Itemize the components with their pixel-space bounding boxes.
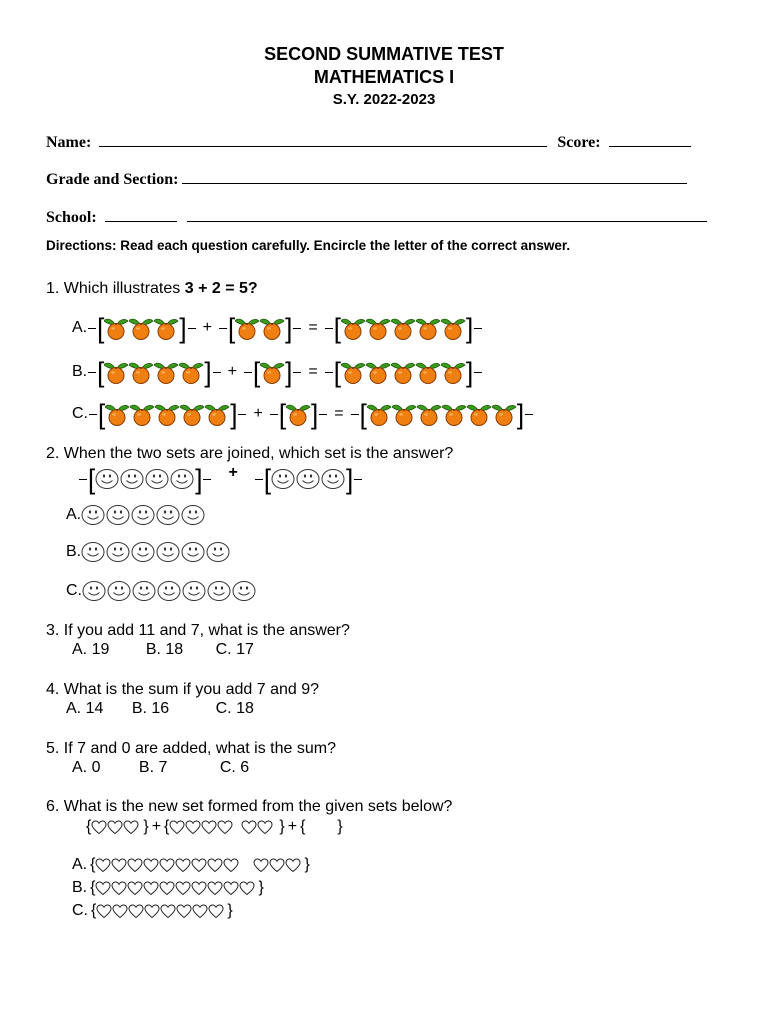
grade-blank[interactable] xyxy=(182,169,687,184)
orange-icon xyxy=(286,402,311,426)
plus-sign: + xyxy=(151,818,162,835)
open-brace: { xyxy=(90,856,96,873)
orange-icon xyxy=(104,316,129,340)
smiley-icon xyxy=(106,504,130,526)
heart-icon xyxy=(201,820,217,835)
heart-icon xyxy=(207,881,223,896)
open-brace: { xyxy=(86,818,92,835)
open-brace: { xyxy=(90,879,96,896)
close-brace: } xyxy=(279,818,285,835)
school-year: S.Y. 2022-2023 xyxy=(332,91,436,108)
heart-icon xyxy=(241,820,257,835)
heart-icon xyxy=(91,820,107,835)
option-letter[interactable]: A. xyxy=(72,856,88,873)
school-blank-2[interactable] xyxy=(187,207,707,222)
heart-icon xyxy=(207,858,223,873)
question-5-choices xyxy=(72,759,249,777)
heart-icon xyxy=(127,858,143,873)
heart-icon xyxy=(257,820,273,835)
open-brace: { xyxy=(300,818,306,835)
heart-icon xyxy=(95,858,111,873)
plus-sign: + xyxy=(202,319,212,336)
choice-b[interactable]: B. 18 xyxy=(145,641,184,658)
question-2-option[interactable] xyxy=(66,504,206,526)
orange-icon xyxy=(154,360,179,384)
question-1-option[interactable] xyxy=(72,356,483,388)
choice-b[interactable]: B. 16 xyxy=(131,700,170,717)
question-1-text: 1. Which illustrates xyxy=(46,280,185,297)
question-2-text: 2. When the two sets are joined, which set is the answer? xyxy=(46,445,454,462)
orange-icon xyxy=(154,316,179,340)
question-2-option[interactable] xyxy=(66,580,257,602)
orange-icon xyxy=(179,360,204,384)
score-blank[interactable] xyxy=(609,132,691,147)
choice-a[interactable]: A. 14 xyxy=(66,700,104,717)
plus-sign: + xyxy=(227,363,237,380)
close-brace: } xyxy=(337,818,343,835)
heart-icon xyxy=(123,820,139,835)
choice-c[interactable]: C. 6 xyxy=(219,759,250,776)
score-label: Score: xyxy=(557,134,601,151)
directions: Directions: Read each question carefully. Encircle the letter of the correct answer. xyxy=(46,238,571,253)
smiley-icon xyxy=(232,580,256,602)
open-bracket: [ xyxy=(88,463,96,495)
open-bracket: [ xyxy=(278,398,287,430)
question-4-text: 4. What is the sum if you add 7 and 9? xyxy=(46,681,320,698)
question-6-text: 6. What is the new set formed from the given sets below? xyxy=(46,798,453,815)
smiley-icon xyxy=(170,468,194,490)
choice-c[interactable]: C. 18 xyxy=(215,700,254,717)
smiley-icon xyxy=(296,468,320,490)
smiley-icon xyxy=(157,580,181,602)
grade-label: Grade and Section: xyxy=(46,171,179,188)
equals-sign: = xyxy=(334,405,344,422)
orange-icon xyxy=(441,316,466,340)
heart-icon xyxy=(159,881,175,896)
orange-icon xyxy=(260,360,285,384)
heart-icon xyxy=(143,858,159,873)
smiley-icon xyxy=(106,541,130,563)
choice-a[interactable]: A. 0 xyxy=(72,759,101,776)
option-letter[interactable]: B. xyxy=(72,879,88,896)
orange-icon xyxy=(205,402,230,426)
close-bracket: ] xyxy=(311,398,319,430)
question-1-option[interactable] xyxy=(72,398,534,430)
heart-icon xyxy=(143,881,159,896)
close-brace: } xyxy=(258,879,264,896)
choice-b[interactable]: B. 7 xyxy=(138,759,168,776)
question-1-equation: 3 + 2 = 5? xyxy=(184,280,258,297)
plus-sign: + xyxy=(253,405,263,422)
heart-icon xyxy=(176,904,192,919)
orange-icon xyxy=(416,316,441,340)
smiley-icon xyxy=(145,468,169,490)
open-brace: { xyxy=(164,818,170,835)
plus-sign: + xyxy=(228,464,238,481)
school-row xyxy=(46,207,726,227)
smiley-icon xyxy=(207,580,231,602)
orange-icon xyxy=(391,316,416,340)
open-bracket: [ xyxy=(97,312,105,344)
option-letter[interactable]: A. xyxy=(66,506,82,523)
heart-icon xyxy=(208,904,224,919)
close-brace: } xyxy=(227,902,233,919)
orange-icon xyxy=(416,360,441,384)
orange-icon xyxy=(155,402,180,426)
open-bracket: [ xyxy=(252,356,261,388)
orange-icon xyxy=(341,316,366,340)
orange-icon xyxy=(417,402,442,426)
close-bracket: ] xyxy=(204,356,212,388)
orange-icon xyxy=(180,402,205,426)
orange-icon xyxy=(130,402,155,426)
orange-icon xyxy=(341,360,366,384)
heart-icon xyxy=(191,858,207,873)
smiley-icon xyxy=(206,541,230,563)
heart-icon xyxy=(223,881,239,896)
choice-c[interactable]: C. 17 xyxy=(215,641,254,658)
question-1-option[interactable] xyxy=(72,312,483,344)
orange-icon xyxy=(105,402,130,426)
orange-icon xyxy=(492,402,517,426)
smiley-icon xyxy=(82,580,106,602)
option-letter[interactable]: B. xyxy=(72,363,88,380)
open-bracket: [ xyxy=(263,463,272,495)
close-bracket: ] xyxy=(465,312,474,344)
heart-icon xyxy=(107,820,123,835)
school-label: School: xyxy=(46,209,97,226)
smiley-icon xyxy=(81,504,105,526)
heart-icon xyxy=(144,904,160,919)
open-bracket: [ xyxy=(227,312,236,344)
open-brace: { xyxy=(91,902,97,919)
orange-icon xyxy=(129,316,154,340)
close-brace: } xyxy=(143,818,149,835)
heart-icon xyxy=(95,881,111,896)
smiley-icon xyxy=(271,468,295,490)
smiley-icon xyxy=(81,541,105,563)
question-4-choices xyxy=(66,700,254,718)
heart-icon xyxy=(159,858,175,873)
orange-icon xyxy=(367,402,392,426)
heart-icon xyxy=(128,904,144,919)
open-bracket: [ xyxy=(333,356,341,388)
heart-icon xyxy=(111,881,127,896)
smiley-icon xyxy=(181,541,205,563)
smiley-icon xyxy=(156,541,180,563)
heart-icon xyxy=(169,820,185,835)
option-letter[interactable]: C. xyxy=(66,582,82,599)
heart-icon xyxy=(185,820,201,835)
orange-icon xyxy=(366,316,391,340)
name-row xyxy=(46,132,716,152)
open-bracket: [ xyxy=(333,312,341,344)
question-2-sets xyxy=(78,463,363,495)
name-label: Name: xyxy=(46,134,92,151)
smiley-icon xyxy=(132,580,156,602)
orange-icon xyxy=(392,402,417,426)
orange-icon xyxy=(391,360,416,384)
equals-sign: = xyxy=(308,363,318,380)
test-title: SECOND SUMMATIVE TEST xyxy=(264,44,504,64)
close-bracket: ] xyxy=(195,463,203,495)
heart-icon xyxy=(285,858,301,873)
question-5-text: 5. If 7 and 0 are added, what is the sum? xyxy=(46,740,336,757)
open-bracket: [ xyxy=(98,398,106,430)
question-3-choices xyxy=(72,641,254,659)
heart-icon xyxy=(223,858,239,873)
smiley-icon xyxy=(182,580,206,602)
smiley-icon xyxy=(131,504,155,526)
orange-icon xyxy=(104,360,129,384)
heart-icon xyxy=(239,881,255,896)
orange-icon xyxy=(129,360,154,384)
question-3-text: 3. If you add 11 and 7, what is the answer? xyxy=(46,622,350,639)
question-6-sets xyxy=(86,818,343,836)
open-bracket: [ xyxy=(359,398,367,430)
orange-icon xyxy=(366,360,391,384)
choice-a[interactable]: A. 19 xyxy=(72,641,110,658)
smiley-icon xyxy=(156,504,180,526)
close-bracket: ] xyxy=(465,356,474,388)
close-bracket: ] xyxy=(346,463,354,495)
question-6-option[interactable] xyxy=(72,856,310,874)
option-letter[interactable]: C. xyxy=(72,405,88,422)
orange-icon xyxy=(235,316,260,340)
orange-icon xyxy=(467,402,492,426)
heart-icon xyxy=(127,881,143,896)
name-blank[interactable] xyxy=(99,132,547,147)
heart-icon xyxy=(175,881,191,896)
smiley-icon xyxy=(181,504,205,526)
orange-icon xyxy=(260,316,285,340)
question-1 xyxy=(46,280,258,298)
smiley-icon xyxy=(131,541,155,563)
plus-sign: + xyxy=(287,818,298,835)
open-bracket: [ xyxy=(97,356,105,388)
heart-icon xyxy=(253,858,269,873)
school-blank-1[interactable] xyxy=(105,207,177,222)
heart-icon xyxy=(96,904,112,919)
smiley-icon xyxy=(120,468,144,490)
orange-icon xyxy=(442,402,467,426)
equals-sign: = xyxy=(308,319,318,336)
heart-icon xyxy=(191,881,207,896)
question-6-option[interactable] xyxy=(72,879,264,897)
heart-icon xyxy=(192,904,208,919)
orange-icon xyxy=(441,360,466,384)
question-2-option[interactable] xyxy=(66,541,231,563)
subject-title: MATHEMATICS I xyxy=(313,67,455,87)
question-6-option[interactable] xyxy=(72,902,233,920)
close-bracket: ] xyxy=(230,398,238,430)
close-bracket: ] xyxy=(285,356,293,388)
heart-icon xyxy=(111,858,127,873)
smiley-icon xyxy=(95,468,119,490)
heart-icon xyxy=(217,820,233,835)
close-brace: } xyxy=(304,856,310,873)
smiley-icon xyxy=(321,468,345,490)
heart-icon xyxy=(175,858,191,873)
close-bracket: ] xyxy=(516,398,525,430)
heart-icon xyxy=(269,858,285,873)
heart-icon xyxy=(160,904,176,919)
option-letter[interactable]: C. xyxy=(72,902,88,919)
smiley-icon xyxy=(107,580,131,602)
close-bracket: ] xyxy=(179,312,187,344)
option-letter[interactable]: A. xyxy=(72,319,88,336)
option-letter[interactable]: B. xyxy=(66,543,82,560)
close-bracket: ] xyxy=(285,312,293,344)
grade-row xyxy=(46,169,716,189)
heart-icon xyxy=(112,904,128,919)
